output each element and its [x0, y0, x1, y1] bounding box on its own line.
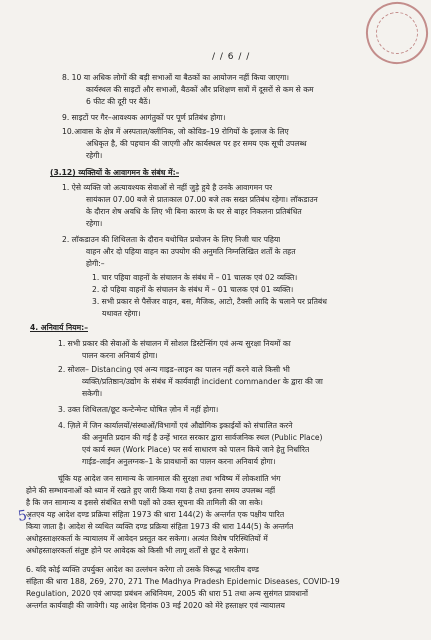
text-line: 3. उक्त शिथिलता/छूट कन्टेन्मेन्ट घोषित ज़ोन में नहीं होगा।: [58, 405, 219, 414]
text-line: 6 फीट की दूरी पर बैठें।: [86, 97, 151, 106]
text-line: रहेगी।: [86, 151, 103, 160]
text-line: अधिकृत है, की पहचान की जाएगी और कार्यस्थल पर हर समय एक सूची उपलब्ध: [86, 139, 307, 148]
text-line: सकेगी।: [82, 389, 103, 398]
text-line: (3.12) व्यक्तियों के आवागमन के संबंध में:–: [50, 168, 180, 177]
text-line: की अनुमति प्रदान की गई है उन्हें भारत सरकार द्वारा सार्वजनिक स्थल (Public Place): [82, 433, 323, 442]
text-line: किया जाता है। आदेश से व्यथित व्यक्ति दण्ड प्रक्रिया संहिता 1973 की धारा 144(5) के अन्तर्गत: [26, 522, 294, 531]
text-line: चूंकि यह आदेश जन सामान्य के जानमाल की सुरक्षा तथा भविष्य में लोकशांति भंग: [58, 474, 281, 483]
text-line: 1. ऐसे व्यक्ति जो अत्यावश्यक सेवाओं से नहीं जुड़े हुये है उनके आवागमन पर: [62, 183, 273, 192]
text-line: अधोहस्ताक्षरकर्ता के न्यायालय में आवेदन प्रस्तुत कर सकेगा। अत्यंत विशेष परिस्थितियों में: [26, 534, 268, 543]
text-line: सायंकाल 07.00 बजे से प्रातःकाल 07.00 बजे तक सख्त प्रतिबंध रहेगा। लॉकडाउन: [86, 195, 318, 204]
text-line: गाईड–लाईन अनुलग्नक–1 के प्रावधानों का पालन करना अनिवार्य होगा।: [82, 457, 276, 466]
text-line: रहेगा।: [86, 219, 103, 228]
text-line: 8. 10 या अधिक लोगों की बड़ी सभाओं या बैठकों का आयोजन नहीं किया जाएगा।: [62, 73, 290, 82]
text-line: 1. सभी प्रकार की सेवाओं के संचालन में सोशल डिस्टेन्सिंग एवं अन्य सुरक्षा नियमों का: [58, 339, 291, 348]
text-line: के दौरान शेष अवधि के लिए भी बिना कारण के घर से बाहर निकलना प्रतिबंधित: [86, 207, 302, 216]
text-line: 2. लॉकडाउन की शिथिलता के दौरान यथोचित प्रयोजन के लिए निजी चार पहिया: [62, 235, 281, 244]
text-line: है कि जन सामान्य व इससे संबंधित सभी पक्षों को उक्त सूचना की तामिली की जा सके।: [26, 498, 263, 507]
text-line: व्यक्ति/प्रतिष्ठान/उद्योग के संबंध में कार्यवाही incident commander के द्वारा की जा: [82, 377, 323, 386]
text-line: कार्यस्थल की साइटों और सभाओं, बैठकों और प्रशिक्षण सत्रों में दूसरों से कम से कम: [86, 85, 314, 94]
handwritten-note: 5.: [16, 507, 33, 525]
text-line: 2. दो पहिया वाहनों के संचालन के संबंध में – 01 चालक एवं 01 व्यक्ति।: [92, 285, 294, 294]
text-line: 4. ज़िले में जिन कार्यालयों/संस्थाओं/विभागों एवं औद्योगिक इकाईयों को संचालित करने: [58, 421, 293, 430]
text-line: Regulation, 2020 एवं आपदा प्रबंधन अधिनियम, 2005 की धारा 51 तथा अन्य सुसंगत प्रावधानों: [26, 589, 308, 598]
text-line: 2. सोशल– Distancing एवं अन्य गाइड–लाइन का पालन नहीं करने वाले किसी भी: [58, 365, 290, 374]
text-line: 1. चार पहिया वाहनों के संचालन के संबंध में – 01 चालक एवं 02 व्यक्ति।: [92, 273, 298, 282]
text-line: संहिता की धारा 188, 269, 270, 271 The Madhya Pradesh Epidemic Diseases, COVID-19: [26, 577, 340, 586]
office-stamp: [358, 0, 431, 72]
text-line: यथावत रहेगा।: [102, 309, 141, 318]
text-line: पालन करना अनिवार्य होगा।: [82, 351, 158, 360]
text-line: एवं कार्य स्थल (Work Place) पर सर्व साधारण को पालन किये जाने हेतु निर्धारित: [82, 445, 310, 454]
text-line: 4. अनिवार्य नियम:–: [30, 323, 88, 332]
text-line: वाहन और दो पहिया वाहन का उपयोग की अनुमति निम्नलिखित शर्तों के तहत: [86, 247, 296, 256]
text-line: होने की सम्भावनाओं को ध्यान में रखते हुए जारी किया गया है तथा इतना समय उपलब्ध नहीं: [26, 486, 276, 495]
text-line: 3. सभी प्रकार से पैसेंजर वाहन, बस, मैजिक, आटो, टैक्सी आदि के चलाने पर प्रतिबंध: [92, 297, 327, 306]
text-line: 9. साइटों पर गैर–आवश्यक आगंतुकों पर पूर्ण प्रतिबंध होगा।: [62, 113, 226, 122]
text-line: होगी:–: [86, 259, 105, 268]
text-line: 6. यदि कोई व्यक्ति उपर्युक्त आदेश का उल्लंघन करेगा तो उसके विरूद्ध भारतीय दण्ड: [26, 565, 259, 574]
text-line: अन्तर्गत कार्यवाही की जावेगी। यह आदेश दिनांक 03 मई 2020 को मेरे हस्ताक्षर एवं न्यायालय: [26, 601, 285, 610]
page-number: / / 6 / /: [212, 52, 251, 62]
text-line: अधोहस्ताक्षरकर्ता संतुष्ट होने पर आवेदक को किसी भी लागू शर्तों से छूट दे सकेगा।: [26, 546, 249, 555]
text-line: अतएव यह आदेश दण्ड प्रक्रिया संहिता 1973 की धारा 144(2) के अन्तर्गत एक पक्षीय पारित: [26, 510, 285, 519]
text-line: 10.आवास के क्षेत्र में अस्पताल/क्लीनिक, जो कोविड–19 रोगियों के इलाज के लिए: [62, 127, 289, 136]
